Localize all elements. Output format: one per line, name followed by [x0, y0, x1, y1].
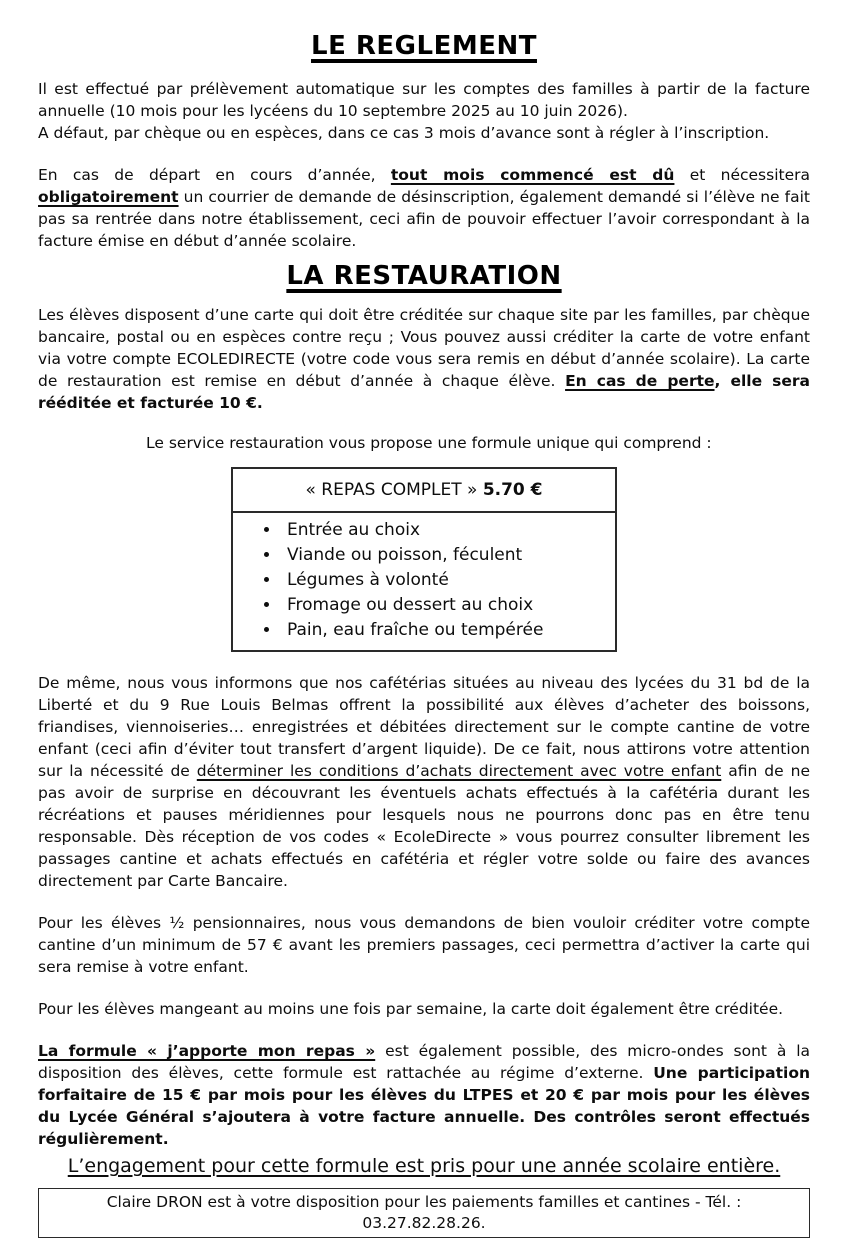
menu-title: « REPAS COMPLET »: [305, 480, 478, 500]
menu-box: [231, 467, 617, 652]
paragraph-japporte-mon-repas: La formule « j’apporte mon repas » est également possible, des micro-ondes sont à la disposition des élèves, cette formule est rattachée au régime d’externe. Une participation forfaitaire de 15 € par mois pour les élèves du LTPES et 20 € par mois pour les élèves du Lycée Général s’ajoutera à votre facture annuelle. Des contrôles seront effectués régulièrement.: [38, 1042, 811, 1148]
menu-item: • Légumes à volonté: [281, 568, 605, 593]
section-title-restauration-text: LA RESTAURATION: [286, 261, 562, 291]
paragraph-a-defaut: A défaut, par chèque ou en espèces, dans ce cas 3 mois d’avance sont à régler à l’inscription.: [38, 124, 770, 142]
menu-item: • Pain, eau fraîche ou tempérée: [281, 618, 605, 643]
engagement-line: L’engagement pour cette formule est pris pour une année scolaire entière.: [67, 1155, 781, 1177]
paragraph-demi-pensionnaires: Pour les élèves ½ pensionnaires, nous vous demandons de bien vouloir créditer votre compte cantine d’un minimum de 57 € avant les premiers passages, ceci permettra d’activer la carte qui sera remise à votre enfant.: [38, 914, 810, 976]
paragraph-une-fois-semaine: Pour les élèves mangeant au moins une fois par semaine, la carte doit également être créditée.: [38, 1000, 784, 1018]
contact-text: Claire DRON est à votre disposition pour les paiements familles et cantines - Tél. : 03.27.82.28.26.: [106, 1193, 742, 1232]
paragraph-cafeteria: De même, nous vous informons que nos cafétérias situées au niveau des lycées du 31 bd de la Liberté et du 9 Rue Louis Belmas offrent la possibilité aux élèves d’acheter des boissons, friandises, viennoiseries… enregistrées et débitées directement sur le compte cantine de votre enfant (ceci afin d’éviter tout transfert d’argent liquide). De ce fait, nous attirons votre attention sur la nécessité de déterminer les conditions d’achats directement avec votre enfant afin de ne pas avoir de surprise en découvrant les éventuels achats effectués à la cafétéria durant les récréations et pauses méridiennes pour lesquels nous ne pourrons donc pas en être tenu responsable. Dès réception de vos codes « EcoleDirecte » vous pourrez consulter librement les passages cantine et achats effectués en cafétéria et régler votre solde ou faire des avances directement par Carte Bancaire.: [38, 674, 810, 890]
contact-box: [38, 1188, 810, 1238]
menu-intro-line: Le service restauration vous propose une formule unique qui comprend :: [146, 434, 712, 452]
menu-item: • Entrée au choix: [281, 518, 605, 543]
menu-item: • Viande ou poisson, féculent: [281, 543, 605, 568]
section-title-reglement-text: LE REGLEMENT: [311, 31, 537, 61]
paragraph-carte-cantine: Les élèves disposent d’une carte qui doit être créditée sur chaque site par les familles, par chèque bancaire, postal ou en espèces contre reçu ; Vous pouvez aussi créditer la carte de votre enfant via votre compte ECOLEDIRECTE (votre code vous sera remis en début d’année scolaire). La carte de restauration est remise en début d’année à chaque élève. En cas de perte, elle sera rééditée et facturée 10 €.: [38, 306, 810, 412]
section-title-restauration: [38, 260, 810, 292]
paragraph-prelevement: Il est effectué par prélèvement automatique sur les comptes des familles à partir de la facture annuelle (10 mois pour les lycéens du 10 septembre 2025 au 10 juin 2026).: [38, 80, 810, 120]
paragraph-depart: En cas de départ en cours d’année, tout mois commencé est dû et nécessitera obligatoirement un courrier de demande de désinscription, également demandé si l’élève ne fait pas sa rentrée dans notre établissement, ceci afin de pouvoir effectuer l’avoir correspondant à la facture émise en début d’année scolaire.: [38, 166, 811, 250]
menu-box-header: [233, 469, 615, 513]
menu-item-list: [233, 513, 615, 650]
menu-item: • Fromage ou dessert au choix: [281, 593, 605, 618]
menu-price: 5.70 €: [482, 480, 543, 500]
section-title-reglement: [38, 30, 810, 62]
